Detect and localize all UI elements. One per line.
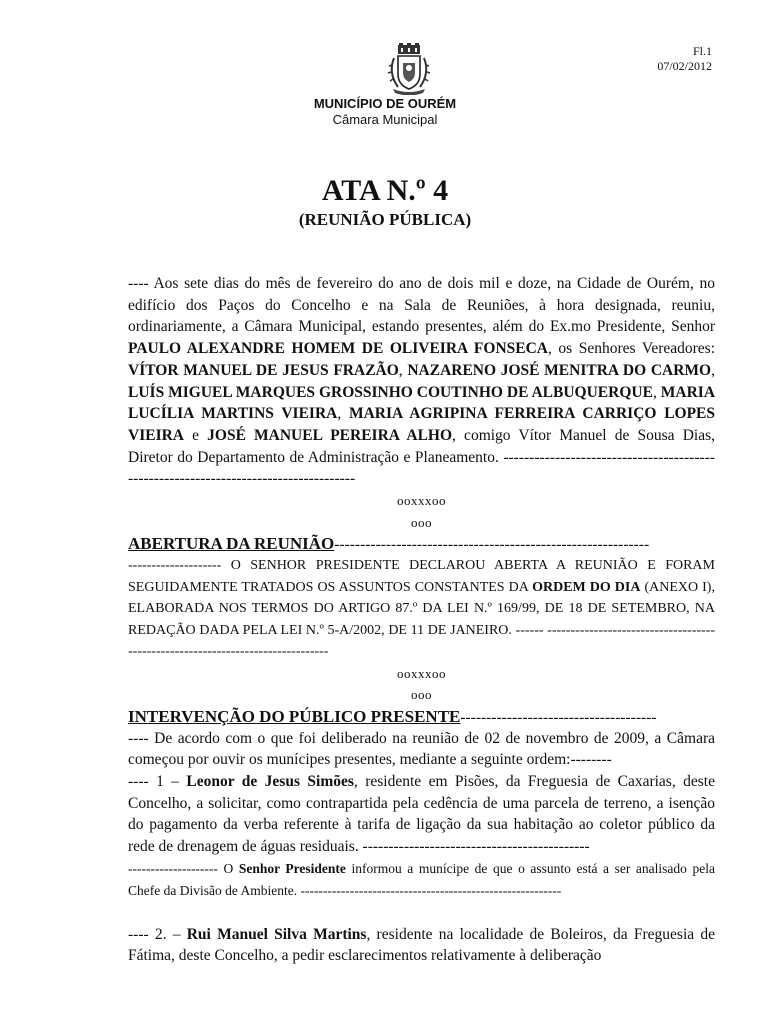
- abertura-paragraph: [128, 555, 715, 663]
- abertura-text: (ANEXO I), ELABORADA NOS TERMOS DO ARTIGO 87.º DA LEI N.º 169/99, DE 18 DE SETEMBRO, NA REDAÇÃO DADA PELA LEI N.º 5-A/2002, DE 11 DE JANEIRO. ------ -------------------------------------------------------------------------------: [128, 579, 715, 660]
- separator-line: ooo: [411, 687, 432, 703]
- councillor-name: LUÍS MIGUEL MARQUES GROSSINHO COUTINHO DE ALBUQUERQUE: [128, 383, 653, 401]
- section-separator: [128, 490, 715, 533]
- blank-line: [128, 902, 715, 924]
- separator-line: ooxxxoo: [397, 493, 446, 509]
- response-text: informou a munícipe de que o assunto está a ser analisado pela Chefe da Divisão de Ambiente. ----------------------------------------------------------: [128, 860, 715, 898]
- minutes-title: ATA N.º 4: [321, 174, 449, 207]
- heading-dashes: -------------------------------------------------------------: [334, 536, 650, 554]
- item-number: ---- 2. –: [128, 925, 187, 943]
- intervention-item-2: [128, 924, 715, 967]
- councillor-name: NAZARENO JOSÉ MENITRA DO CARMO: [407, 361, 712, 379]
- item-text: , residente na localidade de Boleiros, da Freguesia de Fátima, deste Concelho, a pedir esclarecimentos relativamente à deliberação: [128, 925, 715, 965]
- minutes-body: [128, 273, 715, 967]
- heading-dashes: --------------------------------------: [460, 708, 657, 726]
- abertura-text: -------------------- O SENHOR PRESIDENTE DECLAROU ABERTA A REUNIÃO E FORAM SEGUIDAMENTE TRATADOS OS ASSUNTOS CONSTANTES DA: [128, 558, 715, 595]
- folio-number: Fl.1: [692, 44, 712, 58]
- minutes-title-block: [0, 173, 770, 231]
- separator-text: ,: [337, 405, 349, 423]
- councillor-name: MARIA AGRIPINA FERREIRA CARRIÇO LOPES VIEIRA: [128, 405, 716, 444]
- section-heading-abertura: ABERTURA DA REUNIÃO: [128, 534, 335, 554]
- item-text: , residente em Pisões, da Freguesia de Caxarias, deste Concelho, a solicitar, como contrapartida pela cedência de uma parcela de terreno, a isenção do pagamento da verba referente à tarifa de ligação da sua habitação ao coletor público da rede de drenagem de águas residuais. --------------------------------------------: [128, 772, 715, 856]
- public-intervention-intro: ---- De acordo com o que foi deliberado na reunião de 02 de novembro de 2009, a Câmara começou por ouvir os munícipes presentes, mediante a seguinte ordem:--------: [128, 729, 715, 769]
- councillor-name: VÍTOR MANUEL DE JESUS FRAZÃO: [128, 361, 399, 379]
- intro-text: ---- Aos sete dias do mês de fevereiro do ano de dois mil e doze, na Cidade de Ourém, no edifício dos Paços do Concelho e na Sala de Reuniões, à hora designada, reuniu, ordinariamente, a Câmara Municipal, estando presentes, além do Ex.mo Presidente, Senhor: [128, 275, 715, 336]
- citizen-name: Leonor de Jesus Simões: [186, 772, 354, 790]
- intro-text: , comigo Vítor Manuel de Sousa Dias, Diretor do Departamento de Administração e Planeamento. -------------------------------------------------------------------------------------: [128, 426, 715, 488]
- municipal-coat-of-arms-icon: [384, 43, 434, 95]
- separator-line: ooo: [411, 514, 432, 530]
- councillor-name: MARIA LUCÍLIA MARTINS VIEIRA: [128, 383, 716, 423]
- section-heading-intervencao: INTERVENÇÃO DO PÚBLICO PRESENTE: [128, 706, 461, 726]
- intervention-item-1: [128, 771, 715, 858]
- section-heading-row: [128, 706, 715, 728]
- intro-text: , os Senhores Vereadores:: [548, 340, 715, 358]
- section-heading-row: [128, 533, 715, 555]
- page-reference: [657, 44, 712, 74]
- chamber-name: Câmara Municipal: [332, 112, 438, 127]
- president-response-1: [128, 858, 715, 902]
- item-number: ---- 1 –: [128, 772, 187, 790]
- president-name: PAULO ALEXANDRE HOMEM DE OLIVEIRA FONSECA: [128, 340, 548, 358]
- separator-text: ,: [652, 383, 661, 401]
- response-prefix: -------------------- O: [128, 860, 239, 876]
- agenda-label: ORDEM DO DIA: [532, 579, 641, 595]
- meeting-type: (REUNIÃO PÚBLICA): [298, 210, 472, 229]
- section-separator: [128, 663, 715, 706]
- separator-text: e: [183, 426, 208, 444]
- opening-paragraph: [128, 273, 715, 490]
- document-date: 07/02/2012: [657, 59, 712, 73]
- separator-text: ,: [711, 361, 715, 379]
- separator-text: ,: [398, 361, 408, 379]
- municipality-name: MUNICÍPIO DE OURÉM: [313, 96, 457, 111]
- letterhead: [0, 96, 770, 128]
- councillor-name: JOSÉ MANUEL PEREIRA ALHO: [207, 426, 453, 444]
- separator-line: ooxxxoo: [397, 665, 446, 681]
- speaker-name: Senhor Presidente: [238, 860, 346, 876]
- citizen-name: Rui Manuel Silva Martins: [186, 925, 367, 943]
